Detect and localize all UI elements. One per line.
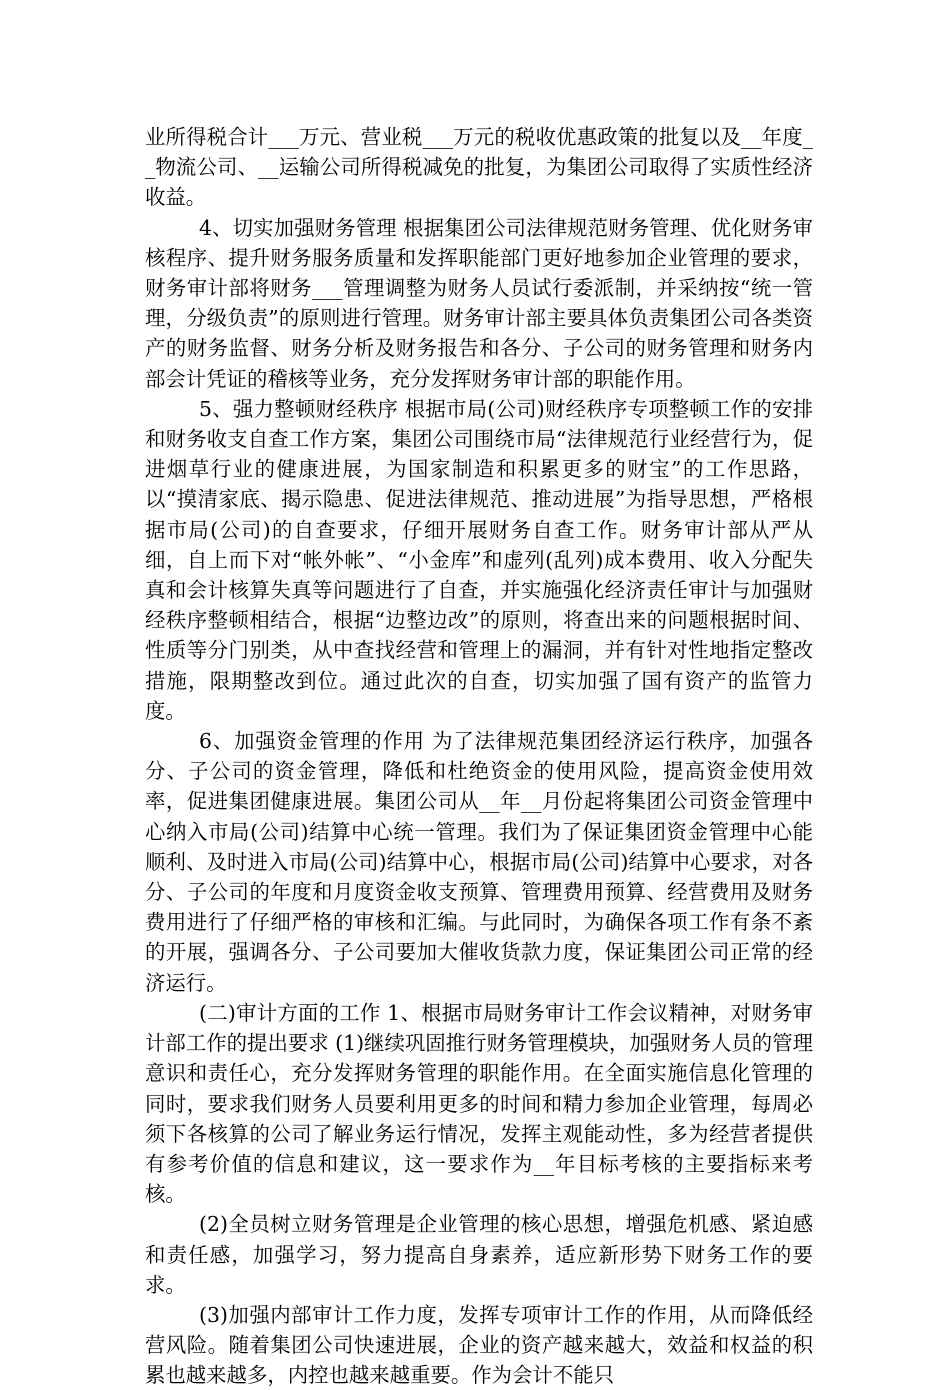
paragraph-fund-management: 6、加强资金管理的作用 为了法律规范集团经济运行秩序，加强各分、子公司的资金管理，降低和杜绝资金的使用风险，提高资金使用效率，促进集团健康进展。集团公司从__年__月份起将集团公司资金管理中心纳入市局(公司)结算中心统一管理。我们为了保证集团资金管理中心能顺利、及时进入市局(公司)结算中心，根据市局(公司)结算中心要求，对各分、子公司的年度和月度资金收支预算、管理费用预算、经营费用及财务费用进行了仔细严格的审核和汇编。与此同时，为确保各项工作有条不紊的开展，强调各分、子公司要加大催收货款力度，保证集团公司正常的经济运行。: [145, 729, 813, 995]
document-page: [145, 122, 813, 1391]
paragraph-financial-management: 4、切实加强财务管理 根据集团公司法律规范财务管理、优化财务审核程序、提升财务服务质量和发挥职能部门更好地参加企业管理的要求，财务审计部将财务___管理调整为财务人员试行委派制，并采纳按“统一管理，分级负责”的原则进行管理。财务审计部主要具体负责集团公司各类资产的财务监督、财务分析及财务报告和各分、子公司的财务管理和财务内部会计凭证的稽核等业务，充分发挥财务审计部的职能作用。: [145, 215, 813, 391]
paragraph-internal-audit: (3)加强内部审计工作力度，发挥专项审计工作的作用，从而降低经营风险。随着集团公司快速进展，企业的资产越来越大，效益和权益的积累也越来越多，内控也越来越重要。作为会计不能只: [145, 1302, 813, 1388]
paragraph-audit-work: (二)审计方面的工作 1、根据市局财务审计工作会议精神，对财务审计部工作的提出要求 (1)继续巩固推行财务管理模块，加强财务人员的管理意识和责任心，充分发挥财务管理的职能作用。在全面实施信息化管理的同时，要求我们财务人员要利用更多的时间和精力参加企业管理，每周必须下各核算的公司了解业务运行情况，发挥主观能动性，多为经营者提供有参考价值的信息和建议，这一要求作为__年目标考核的主要指标来考核。: [145, 1000, 813, 1207]
paragraph-financial-order: 5、强力整顿财经秩序 根据市局(公司)财经秩序专项整顿工作的安排和财务收支自查工作方案，集团公司围绕市局“法律规范行业经营行为，促进烟草行业的健康进展，为国家制造和积累更多的财宝”的工作思路，以“摸清家底、揭示隐患、促进法律规范、推动进展”为指导思想，严格根据市局(公司)的自查要求，仔细开展财务自查工作。财务审计部从严从细，自上而下对“帐外帐”、“小金库”和虚列(乱列)成本费用、收入分配失真和会计核算失真等问题进行了自查，并实施强化经济责任审计与加强财经秩序整顿相结合，根据“边整边改”的原则，将查出来的问题根据时间、性质等分门别类，从中查找经营和管理上的漏洞，并有针对性地指定整改措施，限期整改到位。通过此次的自查，切实加强了国有资产的监管力度。: [145, 396, 813, 723]
paragraph-tax-approval: 业所得税合计___万元、营业税___万元的税收优惠政策的批复以及__年度__物流公司、__运输公司所得税减免的批复，为集团公司取得了实质性经济收益。: [145, 125, 813, 210]
paragraph-staff-awareness: (2)全员树立财务管理是企业管理的核心思想，增强危机感、紧迫感和责任感，加强学习，努力提高自身素养，适应新形势下财务工作的要求。: [145, 1212, 813, 1297]
